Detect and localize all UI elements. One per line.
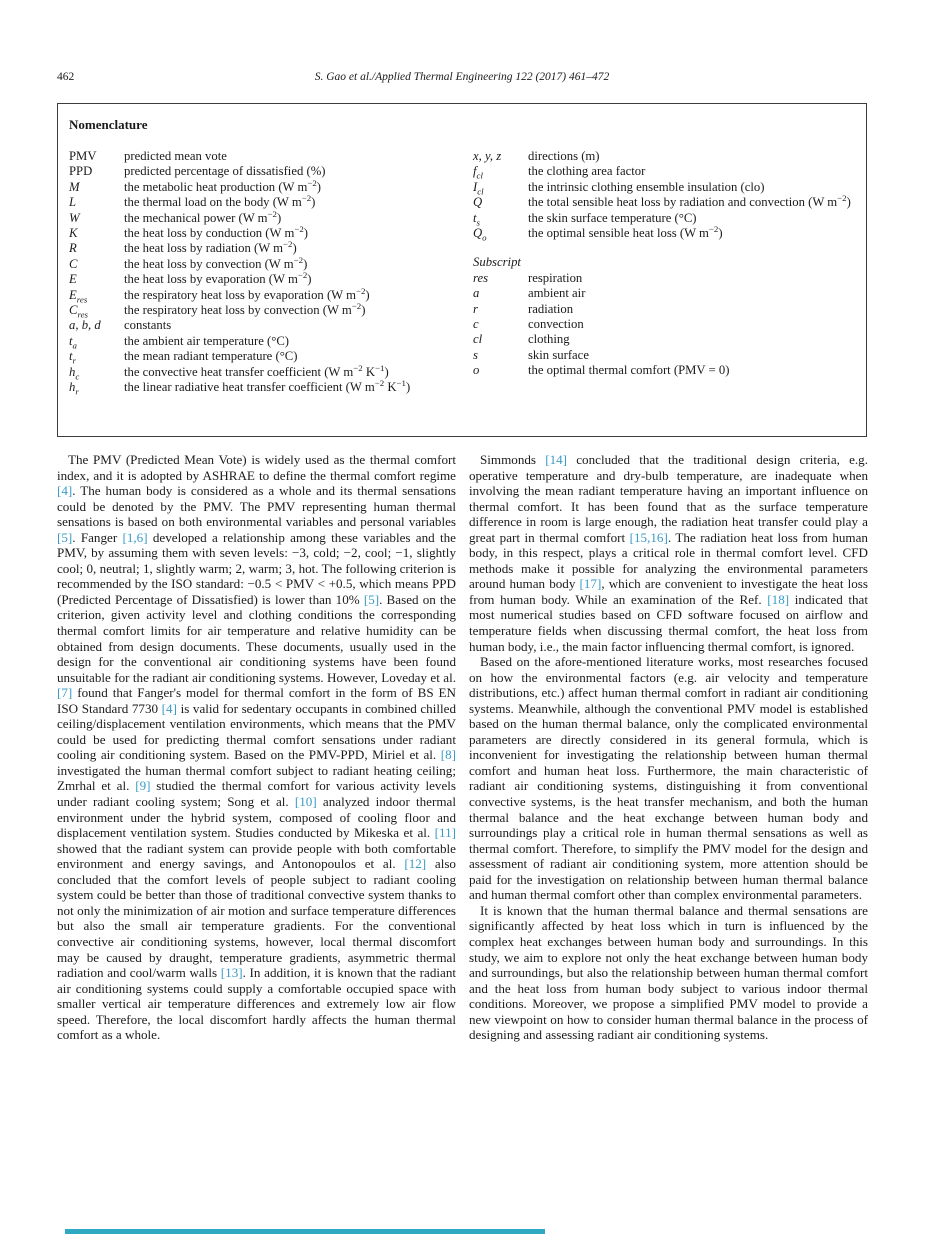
symbol: $h_r$	[69, 380, 79, 397]
symbol: $E_{res}$	[69, 287, 88, 305]
definition: skin surface	[528, 347, 589, 362]
page-number: 462	[57, 71, 75, 83]
symbol: o	[473, 363, 480, 378]
citation-link[interactable]: [11]	[434, 825, 456, 841]
symbol: PMV	[69, 149, 97, 163]
definition: the mechanical power (W $m^{-2}$)	[124, 208, 282, 225]
nomenclature-left-column	[69, 149, 462, 396]
definition: clothing	[528, 332, 570, 347]
nomenclature-entry	[473, 286, 855, 301]
symbol: x, y, z	[473, 149, 502, 163]
citation-link[interactable]: [10]	[294, 794, 317, 810]
definition: the intrinsic clothing ensemble insulation (clo)	[528, 179, 765, 194]
definition: the heat loss by radiation (W $m^{-2}$)	[124, 239, 297, 256]
symbol: s	[473, 347, 478, 362]
definition: the ambient air temperature (°C)	[124, 333, 290, 348]
nomenclature-entry	[69, 285, 462, 305]
definition: convection	[528, 317, 584, 332]
nomenclature-entry	[473, 223, 855, 243]
symbol: $I_{cl}$	[473, 179, 484, 197]
nomenclature-entry	[473, 302, 855, 317]
citation-link[interactable]: [5]	[57, 529, 73, 545]
symbol: PPD	[69, 164, 93, 179]
citation-link[interactable]: [18]	[767, 591, 790, 607]
nomenclature-entry	[69, 272, 462, 287]
citation-link[interactable]: [9]	[135, 778, 151, 794]
nomenclature-entry	[69, 208, 462, 226]
definition: radiation	[528, 301, 574, 316]
symbol: K	[69, 226, 78, 241]
definition: the heat loss by conduction (W $m^{-2}$)	[124, 223, 308, 241]
definition: ambient air	[528, 286, 586, 301]
body-right-column	[469, 452, 868, 1043]
citation-link[interactable]: [17]	[579, 576, 602, 592]
symbol: $t_a$	[69, 333, 77, 351]
symbol: $f_{cl}$	[473, 164, 483, 181]
definition: the respiratory heat loss by evaporation (W $m^{-2}$)	[124, 285, 370, 302]
definition: predicted mean vote	[124, 149, 227, 163]
nomenclature-entry	[69, 241, 462, 256]
definition: the metabolic heat production (W $m^{-2}$)	[124, 177, 322, 194]
citation-link[interactable]: [8]	[440, 747, 456, 763]
nomenclature-entry	[69, 164, 462, 179]
definition: constants	[124, 318, 172, 333]
symbol: $C_{res}$	[69, 303, 88, 320]
symbol: R	[69, 241, 77, 256]
definition: the heat loss by evaporation (W $m^{-2}$)	[124, 270, 312, 287]
symbol: c	[473, 317, 479, 332]
nomenclature-entry	[69, 223, 462, 241]
definition: the clothing area factor	[528, 164, 646, 179]
nomenclature-entry	[473, 332, 855, 347]
nomenclature-columns	[69, 149, 855, 396]
citation-link[interactable]: [4]	[57, 483, 73, 499]
symbol: res	[473, 270, 489, 285]
subscript-section-title: Subscript	[473, 255, 521, 270]
citation-link[interactable]: [14]	[545, 452, 568, 467]
symbol: E	[69, 272, 77, 287]
symbol: r	[473, 301, 478, 316]
nomenclature-entry	[69, 177, 462, 195]
citation-link[interactable]: [15,16]	[629, 529, 668, 545]
definition: the heat loss by convection (W $m^{-2}$)	[124, 254, 308, 271]
nomenclature-entry	[473, 192, 855, 210]
symbol: $h_c$	[69, 364, 80, 382]
nomenclature-right-column	[462, 149, 855, 396]
definition: the optimal thermal comfort (PMV = 0)	[528, 363, 730, 378]
definition: the linear radiative heat transfer coefficient (W $m^{-2}$ $K^{-1}$)	[124, 377, 411, 395]
nomenclature-entry	[473, 211, 855, 226]
body-left-column	[57, 452, 456, 1043]
nomenclature-entry	[69, 377, 462, 397]
symbol: M	[69, 179, 80, 194]
definition: the mean radiant temperature (°C)	[124, 349, 298, 364]
body-paragraph: It is known that the human thermal balance and thermal sensations are significantly affected by heat loss which in turn is influenced by the complex heat exchanges between human body and surroundings. In this study, we aim to explore not only the heat exchange between human body and surroundings, but also the relationship between human thermal comfort and the heat loss from human body subject to various indoor thermal conditions. Moreover, we propose a simplified PMV model to provide a new viewpoint on how to consider human thermal balance in the process of designing and assessing radiant air conditioning systems.	[469, 902, 868, 1043]
nomenclature-entry	[69, 149, 462, 164]
running-head	[57, 71, 867, 87]
nomenclature-entry	[69, 334, 462, 349]
definition: respiration	[528, 270, 583, 285]
citation-link[interactable]: [5]	[363, 591, 380, 607]
body-paragraph: Based on the afore-mentioned literature works, most researches focused on how the environmental factors (e.g. air velocity and temperature distributions, etc.) affect human thermal comfort in radiant air conditioning systems. Meanwhile, although the conventional PMV model is established based on the human thermal balance, only the complicated environmental parameters are directly considered in its general formula, which is inconvenient for investigating the relationship between human thermal comfort and human heat loss. Furthermore, the main characteristic of radiant air conditioning systems, distinguishing it from conventional convective systems, is the heat transfer mechanism, and both the human thermal balance and the heat exchange between human body and surroundings play a critical role in human thermal sensations as well as thermal comfort. Therefore, to simplify the PMV model for the design and assessment of radiant air conditioning system, more attention should be paid for the investigation on relationship between human thermal balance and human thermal comfort other than complex environmental parameters.	[469, 654, 868, 903]
citation-link[interactable]: [12]	[404, 856, 427, 872]
nomenclature-entry	[473, 149, 855, 164]
citation-link[interactable]: [7]	[57, 685, 73, 701]
body-paragraph: Simmonds [14] concluded that the traditional design criteria, e.g. operative temperature and dry-bulb temperature, are inadequate when involving the mean radiant temperature having an important influence on thermal comfort. It has been found that as the surface temperature difference in room is large enough, the radiation heat transfer could play a great part in thermal comfort [15,16]. The radiation heat loss from human body, in this respect, plays a critical role in thermal comfort level. CFD methods make it possible for analyzing the environmental parameters around human body [17], which are convenient to investigate the heat loss from human body. While an examination of the Ref. [18] indicated that most numerical studies based on CFD software focused on airflow and temperature fields when discussing thermal comfort, the heat loss from human body, i.e., the main factor influencing thermal comfort, is ignored.	[469, 452, 869, 654]
nomenclature-entry	[69, 318, 462, 333]
symbol: Q	[473, 195, 483, 210]
definition: the respiratory heat loss by convection (W $m^{-2}$)	[124, 300, 366, 318]
nomenclature-entry	[69, 192, 462, 210]
bottom-partial-bar	[65, 1229, 545, 1234]
nomenclature-entry	[69, 254, 462, 272]
symbol: a	[473, 286, 480, 301]
citation-link[interactable]: [1,6]	[122, 529, 148, 545]
symbol: L	[69, 195, 77, 210]
body-paragraph: The PMV (Predicted Mean Vote) is widely used as the thermal comfort index, and it is adopted by ASHRAE to define the thermal comfort regime [4]. The human body is considered as a whole and its thermal sensations could be denoted by the PMV. The PMV representing human thermal sensations is based on both environmental variables and personal variables [5]. Fanger [1,6] developed a relationship among these variables and the PMV, by assuming them with seven levels: −3, cold; −2, cool; −1, slightly cool; 0, neutral; 1, slightly warm; 2, warm; 3, hot. The following criterion is recommended by the ISO standard: −0.5 < PMV < +0.5, which means PPD (Predicted Percentage of Dissatisfied) is lower than 10% [5]. Based on the criterion, given activity level and clothing conditions the corresponding thermal comfort limits for air temperature and relative humidity can be obtained from design documents. These documents, usually used in the design for the conventional air conditioning systems have been found unsuitable for the radiant air conditioning systems. However, Loveday et al. [7] found that Fanger's model for thermal comfort in the form of BS EN ISO Standard 7730 [4] is valid for sedentary occupants in combined chilled ceiling/displacement ventilation environments, which means that the PMV could be used for predicting thermal comfort sensations under radiant cooling air conditioning system. Based on the PMV-PPD, Miriel et al. [8] investigated the human thermal comfort subject to radiant heating ceiling; Zmrhal et al. [9] studied the thermal comfort for various activity levels under radiant cooling system; Song et al. [10] analyzed indoor thermal environment under the hybrid system, composed of cooling floor and displacement ventilation system. Studies conducted by Mikeska et al. [11] showed that the radiant system can provide people with both comfortable environment and energy savings, and Antonopoulos et al. [12] also concluded that the comfort levels of people subject to radiant cooling system could be better than those of traditional convective system thanks to not only the minimization of air motion and surface temperature differences but also the small air temperature gradients. For the conventional convective air conditioning systems, however, local thermal discomfort may be caused by draught, temperature gradients, asymmetric thermal radiation and cool/warm walls [13]. In addition, it is known that the radiant air conditioning systems could supply a comfortable occupied space with smaller vertical air temperature differences and extremely low air flow speed. Therefore, the local discomfort hardly affects the human thermal comfort as a whole.	[57, 452, 457, 1043]
nomenclature-entry	[473, 180, 855, 195]
symbol: a, b, d	[69, 318, 101, 333]
symbol: $t_r$	[69, 349, 76, 366]
journal-reference: S. Gao et al./Applied Thermal Engineering 122 (2017) 461–472	[314, 71, 610, 83]
nomenclature-entry	[473, 271, 855, 286]
nomenclature-entry	[473, 164, 855, 179]
definition: the thermal load on the body (W $m^{-2}$)	[124, 192, 316, 210]
definition: the convective heat transfer coefficient (W $m^{-2}$ $K^{-1}$)	[124, 362, 389, 379]
nomenclature-entry	[473, 317, 855, 332]
symbol: cl	[473, 332, 483, 347]
symbol: $t_s$	[473, 210, 480, 228]
nomenclature-title: Nomenclature	[69, 117, 148, 132]
nomenclature-entry	[473, 363, 855, 378]
definition: the optimal sensible heat loss (W $m^{-2}$)	[528, 223, 723, 241]
symbol: $Q_o$	[473, 226, 487, 243]
definition: predicted percentage of dissatisfied (%)	[124, 164, 326, 179]
nomenclature-box	[57, 103, 867, 437]
symbol: C	[69, 256, 78, 271]
definition: the total sensible heat loss by radiation and convection (W $m^{-2}$)	[528, 192, 851, 210]
definition: directions (m)	[528, 149, 600, 163]
citation-link[interactable]: [4]	[161, 700, 177, 716]
nomenclature-entry	[473, 348, 855, 363]
nomenclature-entry	[69, 300, 462, 320]
citation-link[interactable]: [13]	[220, 965, 243, 981]
nomenclature-entry	[69, 349, 462, 364]
definition: the skin surface temperature (°C)	[528, 210, 697, 225]
symbol: W	[69, 210, 80, 225]
